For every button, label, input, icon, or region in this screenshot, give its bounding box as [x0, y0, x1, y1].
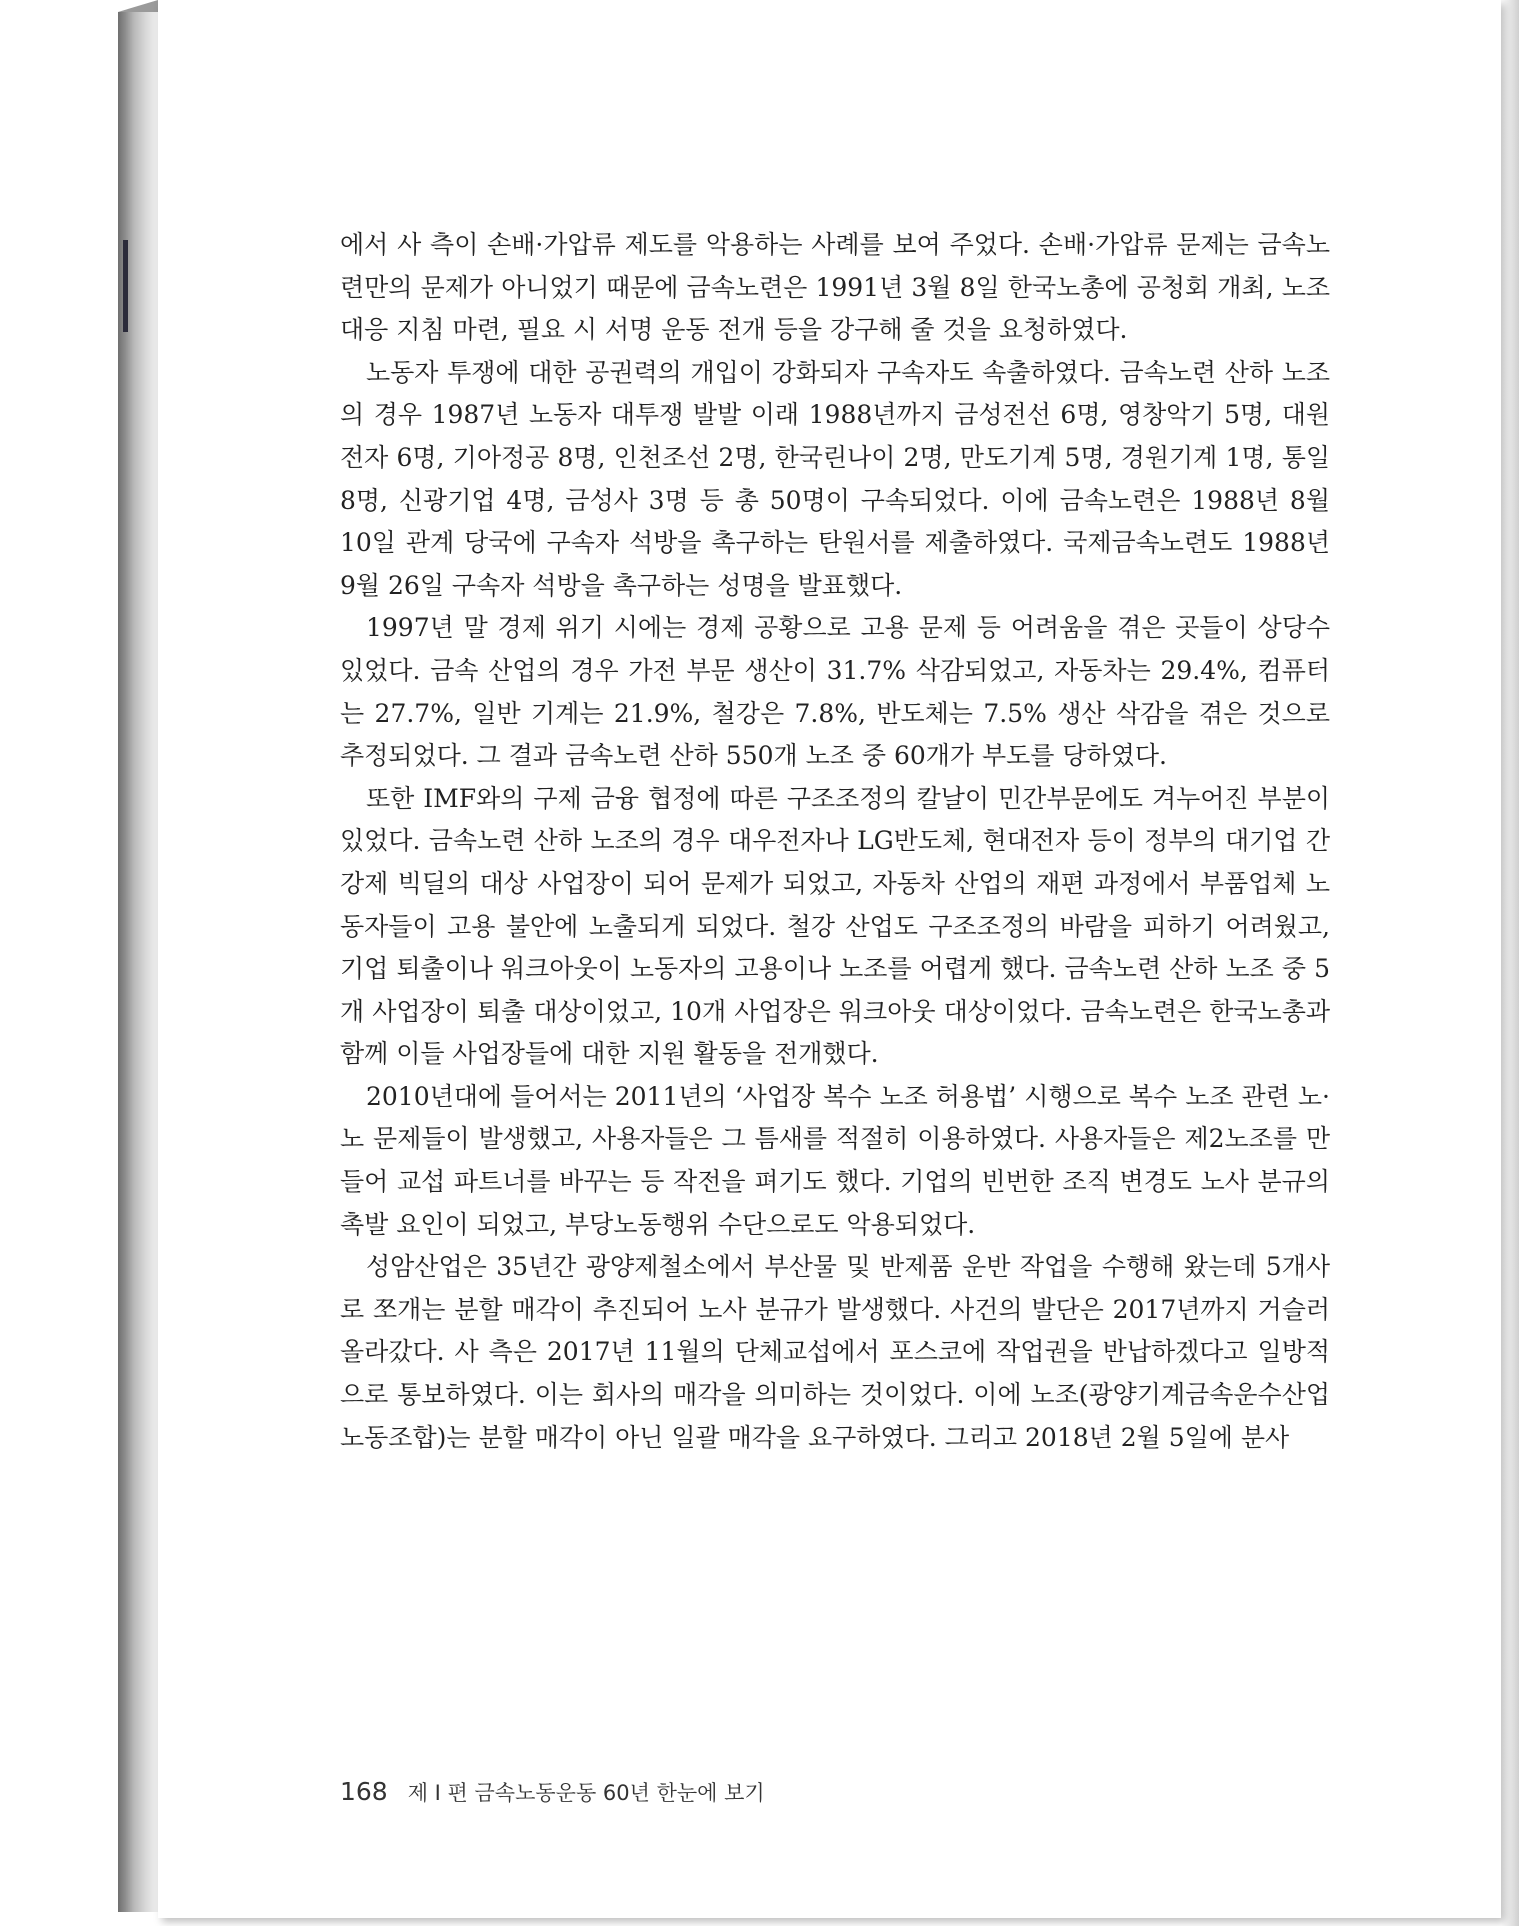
paragraph: 또한 IMF와의 구제 금융 협정에 따른 구조조정의 칼날이 민간부문에도 겨누어진 부분이 있었다. 금속노련 산하 노조의 경우 대우전자나 LG반도체, 현대전자 등이 정부의 대기업 간 강제 빅딜의 대상 사업장이 되어 문제가 되었고, 자동차 산업의 재편 과정에서 부품업체 노동자들이 고용 불안에 노출되게 되었다. 철강 산업도 구조조정의 바람을 피하기 어려웠고, 기업 퇴출이나 워크아웃이 노동자의 고용이나 노조를 어렵게 했다. 금속노련 산하 노조 중 5개 사업장이 퇴출 대상이었고, 10개 사업장은 워크아웃 대상이었다. 금속노련은 한국노총과 함께 이들 사업장들에 대한 지원 활동을 전개했다. — [340, 783, 1330, 1069]
page-number: 168 — [340, 1777, 388, 1806]
bookmark-ribbon — [123, 240, 128, 332]
paragraph: 에서 사 측이 손배·가압류 제도를 악용하는 사례를 보여 주었다. 손배·가압류 문제는 금속노련만의 문제가 아니었기 때문에 금속노련은 1991년 3월 8일 한국노총에 공청회 개최, 노조 대응 지침 마련, 필요 시 서명 운동 전개 등을 강구해 줄 것을 요청하였다. — [340, 230, 1330, 345]
paragraph: 성암산업은 35년간 광양제철소에서 부산물 및 반제품 운반 작업을 수행해 왔는데 5개사로 쪼개는 분할 매각이 추진되어 노사 분규가 발생했다. 사건의 발단은 2017년까지 거슬러 올라갔다. 사 측은 2017년 11월의 단체교섭에서 포스코에 작업권을 반납하겠다고 일방적으로 통보하였다. 이는 회사의 매각을 의미하는 것이었다. 이에 노조(광양기계금속운수산업 노동조합)는 분할 매각이 아닌 일괄 매각을 요구하였다. 그리고 2018년 2월 5일에 분사 — [340, 1252, 1330, 1452]
page-footer — [340, 1777, 765, 1807]
paragraph: 노동자 투쟁에 대한 공권력의 개입이 강화되자 구속자도 속출하였다. 금속노련 산하 노조의 경우 1987년 노동자 대투쟁 발발 이래 1988년까지 금성전선 6명, 영창악기 5명, 대원전자 6명, 기아정공 8명, 인천조선 2명, 한국린나이 2명, 만도기계 5명, 경원기계 1명, 통일 8명, 신광기업 4명, 금성사 3명 등 총 50명이 구속되었다. 이에 금속노련은 1988년 8월 10일 관계 당국에 구속자 석방을 촉구하는 탄원서를 제출하였다. 국제금속노련도 1988년 9월 26일 구속자 석방을 촉구하는 성명을 발표했다. — [340, 357, 1330, 600]
paragraph: 1997년 말 경제 위기 시에는 경제 공황으로 고용 문제 등 어려움을 겪은 곳들이 상당수 있었다. 금속 산업의 경우 가전 부문 생산이 31.7% 삭감되었고, 자동차는 29.4%, 컴퓨터는 27.7%, 일반 기계는 21.9%, 철강은 7.8%, 반도체는 7.5% 생산 삭감을 겪은 것으로 추정되었다. 그 결과 금속노련 산하 550개 노조 중 60개가 부도를 당하였다. — [340, 613, 1330, 771]
book-edge-top — [118, 0, 158, 12]
page-right-shadow — [1501, 0, 1519, 1926]
body-text — [340, 224, 1330, 1459]
paragraph: 2010년대에 들어서는 2011년의 ‘사업장 복수 노조 허용법’ 시행으로 복수 노조 관련 노·노 문제들이 발생했고, 사용자들은 그 틈새를 적절히 이용하였다. 사용자들은 제2노조를 만들어 교섭 파트너를 바꾸는 등 작전을 펴기도 했다. 기업의 빈번한 조직 변경도 노사 분규의 촉발 요인이 되었고, 부당노동행위 수단으로도 악용되었다. — [340, 1081, 1330, 1239]
running-head: 제 I 편 금속노동운동 60년 한눈에 보기 — [407, 1781, 765, 1805]
